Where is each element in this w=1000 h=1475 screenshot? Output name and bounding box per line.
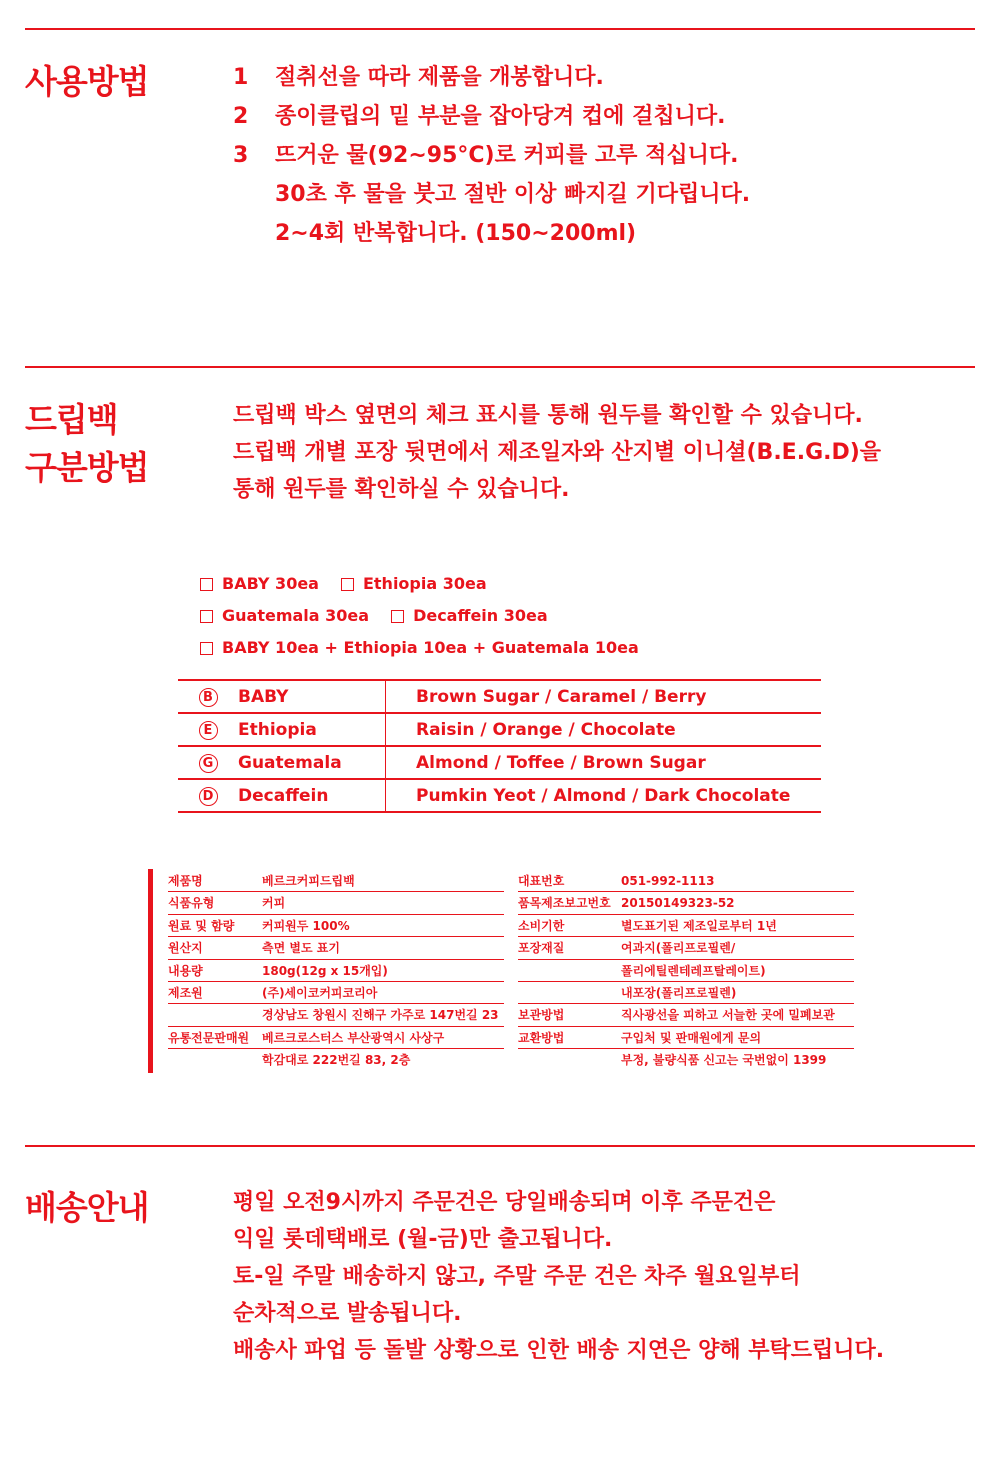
info-row <box>518 870 854 892</box>
usage-step <box>233 58 750 97</box>
info-value: 커피원두 100% <box>262 918 350 933</box>
step-text: 30초 후 물을 붓고 절반 이상 빠지길 기다립니다. <box>275 182 751 207</box>
usage-step <box>233 175 750 214</box>
info-value: (주)세이코커피코리아 <box>262 985 378 1000</box>
origin-name: Ethiopia <box>238 713 386 746</box>
info-row <box>518 960 854 982</box>
info-row <box>518 982 854 1004</box>
info-row <box>168 1049 504 1071</box>
checkbox-icon <box>341 578 354 591</box>
option-label: Decaffein 30ea <box>413 606 548 625</box>
info-value: 측면 별도 표기 <box>262 941 340 956</box>
info-label: 보관방법 <box>518 1008 565 1023</box>
info-value: 학감대로 222번길 83, 2층 <box>262 1053 411 1068</box>
initial-cell <box>178 680 238 713</box>
table-row <box>178 746 821 779</box>
info-value: 여과지(폴리프로필렌/ <box>621 941 736 956</box>
info-row <box>518 1004 854 1026</box>
info-value: 베르크커피드립백 <box>262 874 355 888</box>
shipping-line: 토-일 주말 배송하지 않고, 주말 주문 건은 차주 월요일부터 <box>233 1264 801 1289</box>
option-row <box>200 600 661 632</box>
info-row <box>518 892 854 914</box>
usage-steps <box>233 58 750 253</box>
step-number: 2 <box>233 104 249 129</box>
step-number <box>233 214 275 253</box>
info-row <box>518 1049 854 1071</box>
shipping-line: 익일 롯데택배로 (월-금)만 출고됩니다. <box>233 1227 613 1252</box>
info-value: 베르크로스터스 부산광역시 사상구 <box>262 1030 445 1045</box>
option-guatemala-30 <box>200 600 369 632</box>
origin-notes: Almond / Toffee / Brown Sugar <box>386 746 822 779</box>
product-info-right <box>518 870 854 1072</box>
initial-cell <box>178 746 238 779</box>
info-row <box>168 937 504 959</box>
step-text: 뜨거운 물(92~95°C)로 커피를 고루 적십니다. <box>275 143 739 168</box>
usage-step <box>233 97 750 136</box>
divider-drip <box>25 366 975 368</box>
step-number: 3 <box>233 143 249 168</box>
divider-shipping <box>25 1145 975 1147</box>
shipping-line: 배송사 파업 등 돌발 상황으로 인한 배송 지연은 양해 부탁드립니다. <box>233 1338 885 1363</box>
option-decaffein-30 <box>391 600 548 632</box>
option-label: BABY 30ea <box>222 574 319 593</box>
info-label: 식품유형 <box>168 896 215 911</box>
option-row <box>200 568 661 600</box>
info-label: 포장재질 <box>518 941 565 956</box>
origin-table <box>178 679 821 813</box>
usage-title: 사용방법 <box>25 62 149 101</box>
checkbox-icon <box>200 578 213 591</box>
option-label: Ethiopia 30ea <box>362 574 487 593</box>
info-row <box>518 1027 854 1049</box>
usage-step <box>233 214 750 253</box>
info-row <box>168 960 504 982</box>
info-value: 경상남도 창원시 진해구 가주로 147번길 23 <box>262 1008 499 1023</box>
info-label: 원산지 <box>168 941 203 956</box>
info-value: 내포장(폴리프로필렌) <box>621 985 737 1000</box>
info-label: 내용량 <box>168 963 203 978</box>
step-number: 1 <box>233 65 249 90</box>
initial-badge: E <box>199 721 218 740</box>
info-label: 소비기한 <box>518 918 565 933</box>
info-label: 제품명 <box>168 874 203 888</box>
table-row <box>178 779 821 812</box>
divider-top <box>25 28 975 30</box>
table-row <box>178 680 821 713</box>
info-value: 직사광선을 피하고 서늘한 곳에 밀폐보관 <box>621 1008 835 1023</box>
info-label <box>168 1049 262 1071</box>
info-accent-bar <box>148 869 153 1073</box>
option-ethiopia-30 <box>341 568 487 600</box>
checkbox-icon <box>391 610 404 623</box>
info-row <box>168 892 504 914</box>
checkbox-icon <box>200 610 213 623</box>
initial-badge: G <box>199 754 218 773</box>
origin-name: Decaffein <box>238 779 386 812</box>
drip-line: 통해 원두를 확인하실 수 있습니다. <box>233 477 570 502</box>
option-mixed <box>200 632 639 664</box>
info-label: 대표번호 <box>518 874 565 888</box>
usage-step <box>233 136 750 175</box>
product-info-left <box>168 870 504 1072</box>
option-label: Guatemala 30ea <box>222 606 370 625</box>
info-row <box>518 915 854 937</box>
bean-options <box>200 568 661 664</box>
info-value: 부정, 불량식품 신고는 국번없이 1399 <box>621 1053 827 1068</box>
info-row <box>168 982 504 1004</box>
step-text: 2~4회 반복합니다. (150~200ml) <box>275 221 637 246</box>
initial-cell <box>178 779 238 812</box>
initial-cell <box>178 713 238 746</box>
shipping-title: 배송안내 <box>25 1188 149 1227</box>
option-label: BABY 10ea + Ethiopia 10ea + Guatemala 10ea <box>222 638 639 657</box>
info-value: 20150149323-52 <box>621 896 735 911</box>
shipping-line: 평일 오전9시까지 주문건은 당일배송되며 이후 주문건은 <box>233 1190 776 1215</box>
info-value: 구입처 및 판매원에게 문의 <box>621 1030 762 1045</box>
drip-title-line2: 구분방법 <box>25 448 149 487</box>
info-value: 180g(12g x 15개입) <box>262 963 388 978</box>
origin-name: Guatemala <box>238 746 386 779</box>
drip-line: 드립백 개별 포장 뒷면에서 제조일자와 산지별 이니셜(B.E.G.D)을 <box>233 440 882 465</box>
drip-line: 드립백 박스 옆면의 체크 표시를 통해 원두를 확인할 수 있습니다. <box>233 403 863 428</box>
step-text: 절취선을 따라 제품을 개봉합니다. <box>275 65 604 90</box>
initial-badge: D <box>199 787 218 806</box>
info-row <box>168 915 504 937</box>
info-value: 폴리에틸렌테레프탈레이트) <box>621 963 766 978</box>
info-row <box>168 1027 504 1049</box>
info-row <box>168 870 504 892</box>
shipping-line: 순차적으로 발송됩니다. <box>233 1301 462 1326</box>
info-label: 제조원 <box>168 985 203 1000</box>
info-value: 커피 <box>262 896 286 911</box>
origin-name: BABY <box>238 680 386 713</box>
info-label: 품목제조보고번호 <box>518 896 611 911</box>
checkbox-icon <box>200 642 213 655</box>
info-label: 원료 및 함량 <box>168 918 235 933</box>
info-label <box>518 960 621 981</box>
option-row <box>200 632 661 664</box>
shipping-description <box>233 1184 884 1369</box>
drip-title-line1: 드립백 <box>25 400 118 439</box>
info-row <box>518 937 854 959</box>
origin-notes: Brown Sugar / Caramel / Berry <box>386 680 822 713</box>
table-row <box>178 713 821 746</box>
drip-description <box>233 397 881 508</box>
info-label <box>518 982 621 1003</box>
step-text: 종이클립의 밑 부분을 잡아당겨 컵에 걸칩니다. <box>275 104 726 129</box>
initial-badge: B <box>199 688 218 707</box>
info-label: 유통전문판매원 <box>168 1030 250 1045</box>
info-label <box>168 1004 262 1025</box>
option-baby-30 <box>200 568 319 600</box>
origin-notes: Pumkin Yeot / Almond / Dark Chocolate <box>386 779 822 812</box>
info-label: 교환방법 <box>518 1030 565 1045</box>
info-value: 051-992-1113 <box>621 874 715 888</box>
info-label <box>518 1049 621 1071</box>
info-row <box>168 1004 504 1026</box>
step-number <box>233 175 275 214</box>
origin-notes: Raisin / Orange / Chocolate <box>386 713 822 746</box>
info-value: 별도표기된 제조일로부터 1년 <box>621 918 777 933</box>
